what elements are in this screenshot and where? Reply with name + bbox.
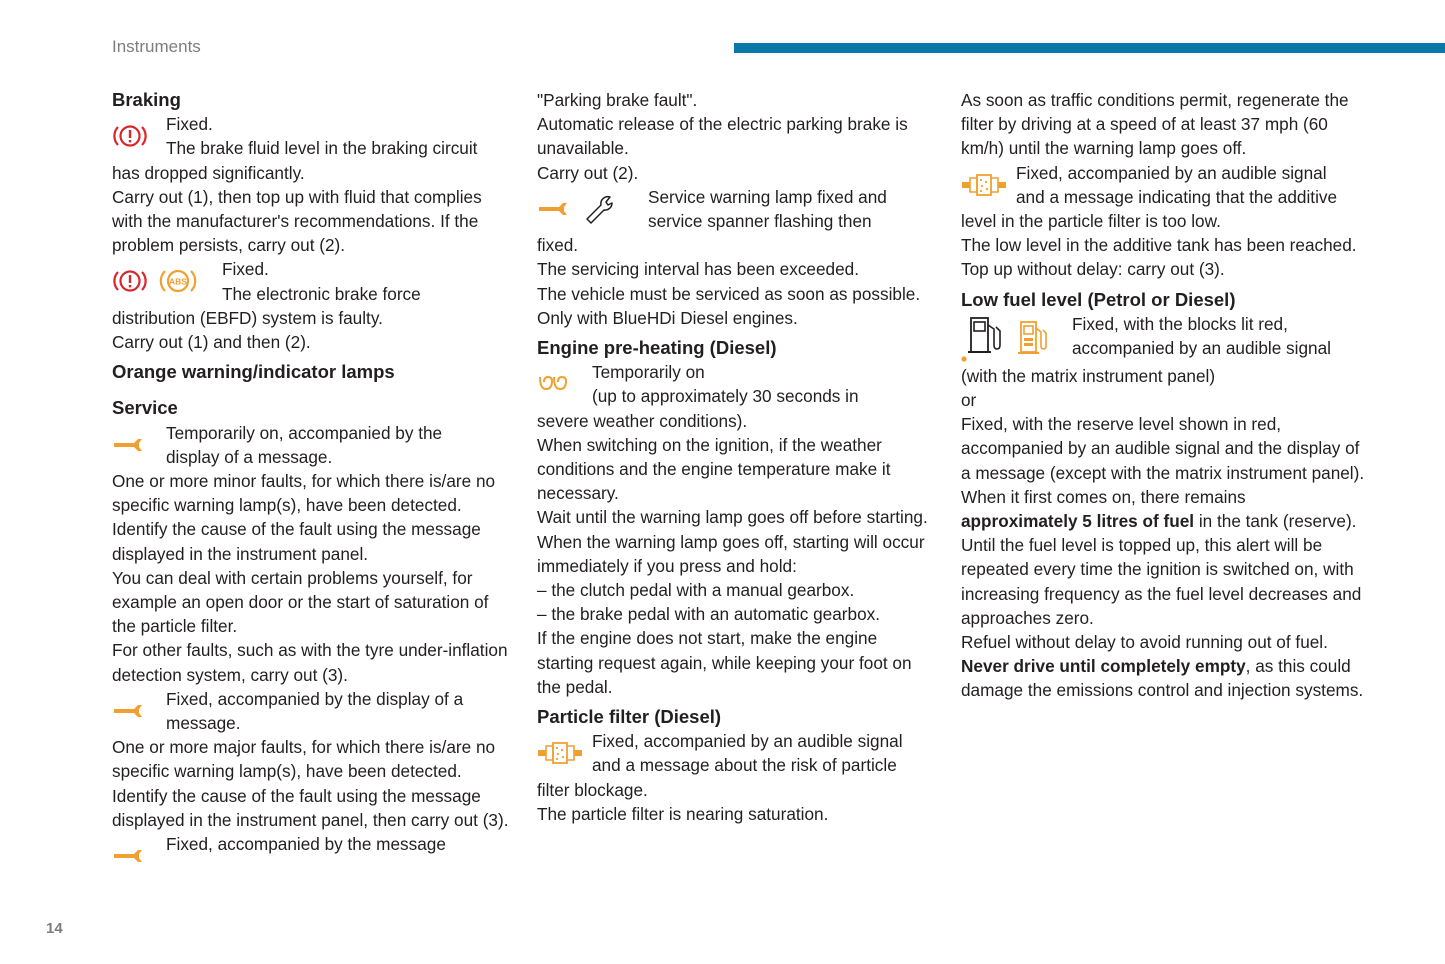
service-lamp-2-line-1: Fixed, accompanied by the display of a	[166, 688, 464, 709]
fuel-text-4: When it first comes on, there remains	[961, 486, 1246, 507]
glow-plug-icon	[537, 373, 571, 395]
heading-particle-filter: Particle filter (Diesel)	[537, 706, 722, 728]
heading-preheating: Engine pre-heating (Diesel)	[537, 337, 777, 359]
page-number: 14	[46, 920, 63, 937]
fuel-after-bold-2: , as this could damage the emissions control and injection systems.	[961, 656, 1364, 701]
preheat-text-3: Wait until the warning lamp goes off before starting.	[537, 507, 928, 528]
braking-lamp-2-line-1: Fixed.	[222, 259, 269, 280]
fuel-icons	[961, 314, 1072, 364]
fuel-bold-1: approximately 5 litres of fuel	[961, 511, 1195, 532]
service-lamp-1-text-2: Identify the cause of the fault using the message displayed in the instrument panel.	[112, 519, 481, 564]
braking-lamp-2-text-2: Carry out (1) and then (2).	[112, 332, 311, 353]
braking-lamp-2-text-1: distribution (EBFD) system is faulty.	[112, 307, 383, 328]
preheat-bullet-1: – the clutch pedal with a manual gearbox.	[537, 580, 855, 601]
wrench-icon	[112, 701, 148, 721]
service-warning-text-4: Only with BlueHDi Diesel engines.	[537, 307, 798, 328]
service-lamp-1-text-4: For other faults, such as with the tyre under-inflation detection system, carry out (3).	[112, 640, 508, 685]
column-3	[961, 88, 1366, 703]
particle-filter-icons	[537, 731, 592, 775]
service-lamp-1-line-2: display of a message.	[166, 446, 333, 467]
braking-lamp-1-text-1: has dropped significantly.	[112, 162, 305, 183]
fuel-text2-2: Refuel without delay to avoid running out of fuel.	[961, 632, 1328, 653]
braking-lamp-1-line-1: Fixed.	[166, 114, 213, 135]
preheat-icons	[537, 362, 592, 406]
wrench-icon	[112, 846, 148, 866]
additive-text-2: The low level in the additive tank has been reached.	[961, 235, 1357, 256]
fuel-text-1: (with the matrix instrument panel)	[961, 365, 1216, 386]
abs-icon	[158, 266, 198, 296]
service-lamp-1-line-1: Temporarily on, accompanied by the	[166, 422, 443, 443]
service-lamp-2-text-1: One or more major faults, for which there is/are no specific warning lamp(s), have been detected.	[112, 737, 496, 782]
service-lamp-1-text-3: You can deal with certain problems yourself, for example an open door or the start of saturation of the particle filter.	[112, 567, 489, 637]
service-lamp-1-text-1: One or more minor faults, for which there is/are no specific warning lamp(s), have been detected.	[112, 471, 496, 516]
service-warning-text-3: The vehicle must be serviced as soon as possible.	[537, 283, 921, 304]
col2-cont-2: Automatic release of the electric parking brake is unavailable.	[537, 114, 908, 159]
braking-lamp-1-line-2: The brake fluid level in the braking circuit	[166, 138, 478, 159]
service-warning-text-2: The servicing interval has been exceeded.	[537, 259, 859, 280]
service-warning-line-2: service spanner flashing then	[648, 211, 872, 232]
service-lamp-2-icons	[112, 689, 166, 733]
preheat-text-1: severe weather conditions).	[537, 410, 748, 431]
braking-lamp-2-icons	[112, 259, 222, 303]
heading-service: Service	[112, 397, 178, 419]
fuel-text2-1: Until the fuel level is topped up, this alert will be repeated every time the ignition is switched on, with increasing frequency as the fuel level decreases and approaches zero.	[961, 535, 1362, 628]
brake-warning-icon	[112, 121, 148, 151]
service-warning-icons	[537, 187, 648, 231]
heading-braking: Braking	[112, 89, 181, 110]
spanner-outline-icon	[583, 194, 617, 224]
column-1	[112, 88, 512, 878]
service-lamp-3-icons	[112, 834, 166, 878]
fuel-pump-icon	[961, 315, 1005, 363]
service-warning-line-1: Service warning lamp fixed and	[648, 186, 887, 207]
wrench-icon	[537, 199, 573, 219]
fuel-after-bold-1: in the tank (reserve).	[1194, 511, 1357, 532]
fuel-text-3: Fixed, with the reserve level shown in red, accompanied by an audible signal and the display of a message (except with the matrix instrument panel).	[961, 414, 1365, 483]
fuel-pump-orange-icon	[1015, 319, 1051, 359]
fuel-never-paragraph	[961, 654, 1366, 702]
service-warning-text-1: fixed.	[537, 235, 579, 256]
fuel-bold-2: Never drive until completely empty	[961, 656, 1246, 677]
braking-lamp-2-line-2: The electronic brake force	[222, 283, 421, 304]
additive-line-1: Fixed, accompanied by an audible signal	[1016, 162, 1327, 183]
additive-text-1: level in the particle filter is too low.	[961, 211, 1221, 232]
fuel-reserve-paragraph	[961, 509, 1366, 533]
wrench-icon	[112, 435, 148, 455]
service-lamp-2-text-2: Identify the cause of the fault using the message displayed in the instrument panel, then carry out (3).	[112, 785, 509, 830]
additive-text-3: Top up without delay: carry out (3).	[961, 259, 1225, 280]
heading-low-fuel: Low fuel level (Petrol or Diesel)	[961, 288, 1236, 310]
service-lamp-2-line-2: message.	[166, 713, 241, 734]
particle-text-1: filter blockage.	[537, 779, 648, 800]
additive-lamp-icons	[961, 163, 1016, 207]
particle-line-2: and a message about the risk of particle	[592, 755, 897, 776]
fuel-line-2: accompanied by an audible signal	[1072, 338, 1331, 359]
col3-cont-1: As soon as traffic conditions permit, regenerate the filter by driving at a speed of at least 37 mph (60 km/h) until the warning lamp goes off.	[961, 90, 1349, 159]
particle-line-1: Fixed, accompanied by an audible signal	[592, 731, 903, 752]
additive-line-2: and a message indicating that the additive	[1016, 186, 1338, 207]
header-accent-bar	[734, 43, 1445, 53]
preheat-text-4: When the warning lamp goes off, starting will occur immediately if you press and hold:	[537, 531, 925, 576]
particle-filter-icon	[537, 741, 583, 765]
heading-orange-lamps: Orange warning/indicator lamps	[112, 361, 395, 383]
column-2	[537, 88, 937, 826]
particle-filter-icon	[961, 173, 1007, 197]
service-lamp-1-icons	[112, 423, 166, 467]
fuel-text-2: or	[961, 390, 977, 411]
service-lamp-3-line-1: Fixed, accompanied by the message	[166, 834, 446, 855]
brake-warning-icon	[112, 266, 148, 296]
braking-lamp-1-text-2: Carry out (1), then top up with fluid that complies with the manufacturer's recommendations. If the problem persists, carry out (2).	[112, 186, 482, 256]
preheat-text-2: When switching on the ignition, if the weather conditions and the engine temperature make it necessary.	[537, 434, 891, 504]
col2-cont-3: Carry out (2).	[537, 162, 639, 183]
particle-text-2: The particle filter is nearing saturation.	[537, 803, 829, 824]
preheat-line-1: Temporarily on	[592, 362, 705, 383]
fuel-line-1: Fixed, with the blocks lit red,	[1072, 313, 1288, 334]
section-title: Instruments	[112, 37, 201, 56]
preheat-bullet-2: – the brake pedal with an automatic gearbox.	[537, 604, 881, 625]
svg-text:ABS: ABS	[169, 276, 187, 287]
braking-lamp-1-icons	[112, 114, 166, 158]
preheat-line-2: (up to approximately 30 seconds in	[592, 386, 859, 407]
col2-cont-1: "Parking brake fault".	[537, 90, 698, 110]
preheat-after: If the engine does not start, make the engine starting request again, while keeping your foot on the pedal.	[537, 628, 912, 697]
